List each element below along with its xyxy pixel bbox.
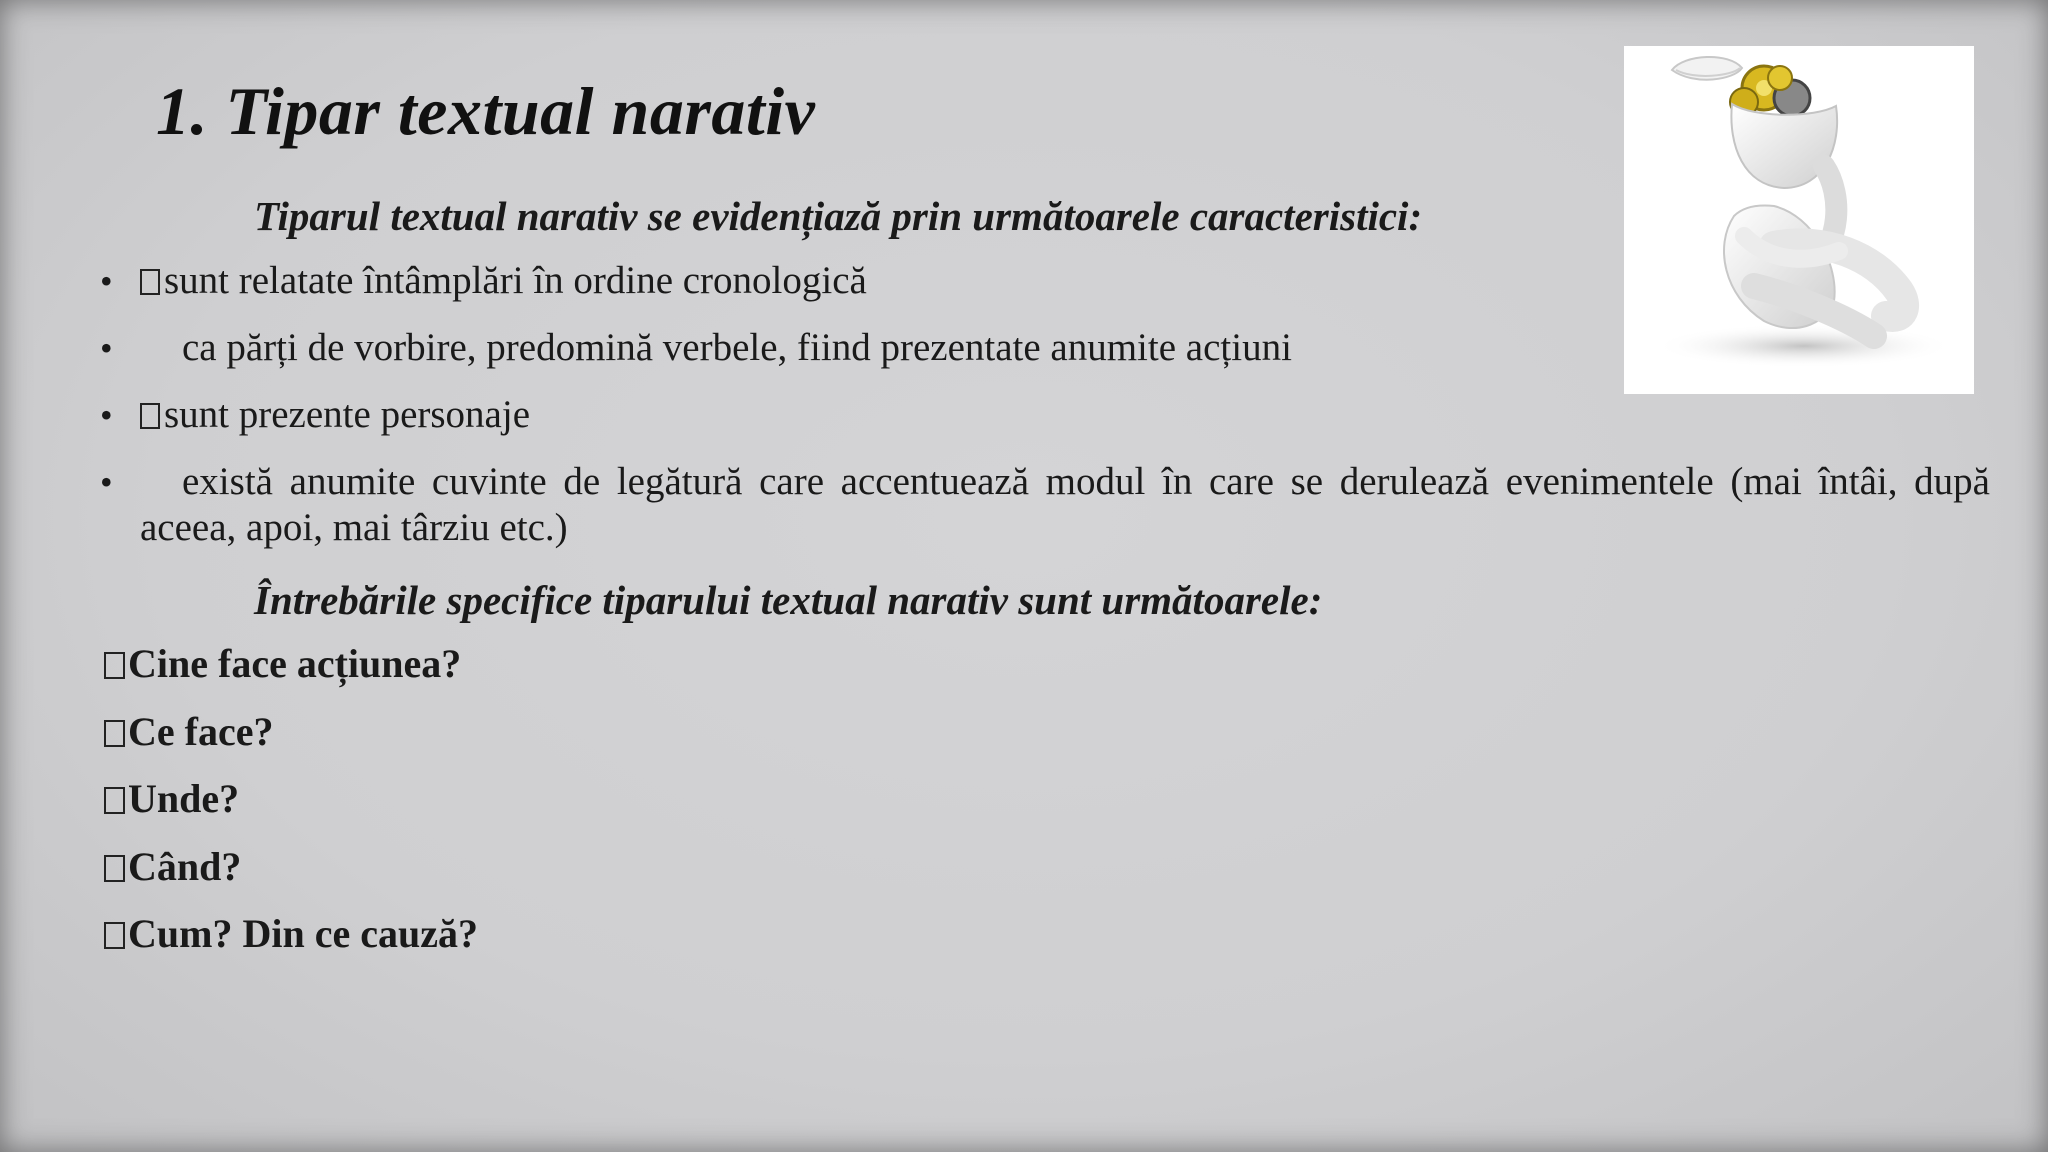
bullet-text: sunt relatate întâmplări în ordine cronologică xyxy=(164,259,867,302)
missing-glyph-icon xyxy=(140,269,160,295)
bullet-marker: • xyxy=(100,395,113,435)
question-text: Cine face acțiunea? xyxy=(128,641,462,686)
slide-title: 1. Tipar textual narativ xyxy=(156,73,816,149)
missing-glyph-icon xyxy=(104,720,125,747)
questions-list xyxy=(104,640,478,978)
bullet-marker: • xyxy=(100,462,113,502)
bullet-marker: • xyxy=(100,261,113,301)
question-text: Când? xyxy=(128,843,242,889)
questions-intro: Întrebările specifice tiparului textual narativ sunt următoarele: xyxy=(254,577,1323,623)
bullet-text: ca părți de vorbire, predomină verbele, fiind prezentate anumite acțiuni xyxy=(182,326,1292,369)
question-text: Ce face? xyxy=(128,708,274,754)
bullet-text: există anumite cuvinte de legătură care accentuează modul în care se derulează evenimentele (mai întâi, după aceea, apoi, mai târziu etc.) xyxy=(140,460,1990,549)
missing-glyph-icon xyxy=(104,652,125,679)
question-item xyxy=(104,910,478,958)
thinking-figure-illustration xyxy=(1624,46,1974,394)
question-item xyxy=(104,843,478,891)
question-text: Cum? Din ce cauză? xyxy=(128,911,478,956)
bullet-text: sunt prezente personaje xyxy=(164,393,531,436)
question-text: Unde? xyxy=(128,776,240,821)
list-item xyxy=(100,392,1990,438)
question-item xyxy=(104,708,478,756)
missing-glyph-icon xyxy=(104,787,125,814)
intro-text: Tiparul textual narativ se evidențiază prin următoarele caracteristici: xyxy=(254,193,1423,239)
question-item xyxy=(104,640,478,688)
bullet-marker: • xyxy=(100,328,113,368)
missing-glyph-icon xyxy=(104,855,125,882)
missing-glyph-icon xyxy=(104,922,125,949)
question-item xyxy=(104,775,478,823)
missing-glyph-icon xyxy=(140,403,160,429)
thinking-figure-with-gears-icon xyxy=(1624,46,1974,394)
list-item xyxy=(100,459,1990,551)
